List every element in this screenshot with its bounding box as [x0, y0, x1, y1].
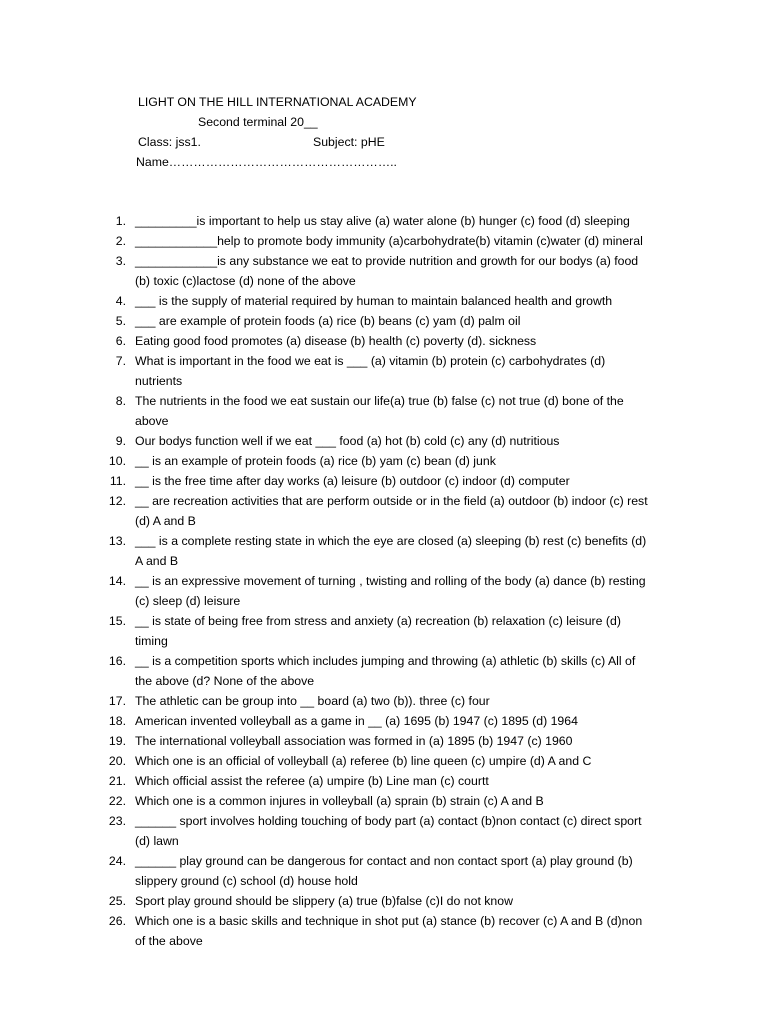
question-item: [0, 251, 655, 291]
question-text: The athletic can be group into __ board (a) two (b)). three (c) four: [135, 694, 490, 708]
question-number: 1.: [115, 214, 126, 228]
question-item: [0, 451, 655, 471]
question-number: 6.: [115, 334, 126, 348]
question-text: ___ is the supply of material required by human to maintain balanced health and growth: [135, 294, 613, 308]
question-number: 10.: [108, 454, 126, 468]
question-number: 13.: [108, 534, 126, 548]
subject-label: Subject: pHE: [313, 135, 385, 149]
question-item: [0, 431, 655, 451]
question-text: ____________help to promote body immunity (a)carbohydrate(b) vitamin (c)water (d) mineral: [135, 234, 643, 248]
question-item: [0, 751, 655, 771]
question-number: 11.: [109, 474, 126, 488]
question-number: 3.: [115, 254, 126, 268]
school-name: LIGHT ON THE HILL INTERNATIONAL ACADEMY: [138, 95, 417, 109]
question-text: Which official assist the referee (a) umpire (b) Line man (c) courtt: [135, 774, 489, 788]
question-item: [0, 571, 655, 611]
question-text: American invented volleyball as a game in __ (a) 1695 (b) 1947 (c) 1895 (d) 1964: [135, 714, 578, 728]
exam-term: Second terminal 20__: [198, 115, 318, 129]
question-number: 15.: [108, 614, 126, 628]
question-item: [0, 851, 655, 891]
question-number: 20.: [108, 754, 126, 768]
question-number: 2.: [115, 234, 126, 248]
question-item: [0, 391, 655, 431]
question-number: 26.: [108, 914, 126, 928]
question-number: 22.: [108, 794, 126, 808]
question-text: Which one is a common injures in volleyball (a) sprain (b) strain (c) A and B: [135, 794, 544, 808]
question-number: 19.: [108, 734, 126, 748]
question-item: [0, 211, 655, 231]
question-item: [0, 331, 655, 351]
question-text: __ is a competition sports which includes jumping and throwing (a) athletic (b) skills (c) All of the above (d? None of the above: [135, 654, 636, 688]
question-item: [0, 471, 655, 491]
question-item: [0, 611, 655, 651]
question-number: 17.: [108, 694, 126, 708]
question-text: ______ sport involves holding touching of body part (a) contact (b)non contact (c) direct sport (d) lawn: [135, 814, 642, 848]
question-item: [0, 771, 655, 791]
question-text: ___ are example of protein foods (a) rice (b) beans (c) yam (d) palm oil: [135, 314, 521, 328]
question-text: __ is state of being free from stress and anxiety (a) recreation (b) relaxation (c) leisure (d) timing: [135, 614, 621, 648]
question-number: 14.: [108, 574, 126, 588]
question-text: __ is an example of protein foods (a) rice (b) yam (c) bean (d) junk: [135, 454, 496, 468]
question-number: 5.: [115, 314, 126, 328]
question-text: _________is important to help us stay alive (a) water alone (b) hunger (c) food (d) sleeping: [135, 214, 630, 228]
question-item: [0, 711, 655, 731]
question-text: ____________is any substance we eat to provide nutrition and growth for our bodys (a) food (b) toxic (c)lactose (d) none of the above: [135, 254, 639, 288]
question-number: 25.: [108, 894, 126, 908]
question-list: [0, 211, 768, 951]
question-text: Our bodys function well if we eat ___ food (a) hot (b) cold (c) any (d) nutritious: [135, 434, 560, 448]
question-number: 8.: [115, 394, 126, 408]
class-label: Class: jss1.: [138, 135, 201, 149]
question-item: [0, 231, 655, 251]
question-item: [0, 491, 655, 531]
question-text: What is important in the food we eat is ___ (a) vitamin (b) protein (c) carbohydrates (d) nutrients: [135, 354, 606, 388]
question-number: 4.: [115, 294, 126, 308]
question-item: [0, 731, 655, 751]
question-item: [0, 291, 655, 311]
question-text: The nutrients in the food we eat sustain our life(a) true (b) false (c) not true (d) bone of the above: [135, 394, 624, 428]
question-number: 21.: [108, 774, 126, 788]
question-number: 7.: [115, 354, 126, 368]
question-text: Which one is a basic skills and technique in shot put (a) stance (b) recover (c) A and B (d)non of the above: [135, 914, 643, 948]
question-item: [0, 351, 655, 391]
question-number: 24.: [108, 854, 126, 868]
question-number: 9.: [115, 434, 126, 448]
question-number: 16.: [108, 654, 126, 668]
question-text: Which one is an official of volleyball (a) referee (b) line queen (c) umpire (d) A and C: [135, 754, 592, 768]
question-number: 12.: [108, 494, 126, 508]
question-number: 18.: [108, 714, 126, 728]
question-text: __ is the free time after day works (a) leisure (b) outdoor (c) indoor (d) computer: [135, 474, 570, 488]
question-text: ______ play ground can be dangerous for contact and non contact sport (a) play ground (b) slippery ground (c) school (d) house hold: [135, 854, 633, 888]
question-text: __ is an expressive movement of turning , twisting and rolling of the body (a) dance (b) resting (c) sleep (d) leisure: [135, 574, 646, 608]
question-text: __ are recreation activities that are perform outside or in the field (a) outdoor (b) indoor (c) rest (d) A and B: [135, 494, 648, 528]
question-item: [0, 311, 655, 331]
question-text: ___ is a complete resting state in which the eye are closed (a) sleeping (b) rest (c) benefits (d) A and B: [135, 534, 647, 568]
question-item: [0, 531, 655, 571]
question-item: [0, 791, 655, 811]
name-field: Name………………………………………………..: [136, 155, 397, 169]
question-item: [0, 651, 655, 691]
question-item: [0, 811, 655, 851]
question-text: The international volleyball association was formed in (a) 1895 (b) 1947 (c) 1960: [135, 734, 573, 748]
question-item: [0, 911, 655, 951]
question-text: Sport play ground should be slippery (a) true (b)false (c)I do not know: [135, 894, 513, 908]
question-item: [0, 891, 655, 911]
question-item: [0, 691, 655, 711]
question-text: Eating good food promotes (a) disease (b) health (c) poverty (d). sickness: [135, 334, 537, 348]
question-number: 23.: [108, 814, 126, 828]
